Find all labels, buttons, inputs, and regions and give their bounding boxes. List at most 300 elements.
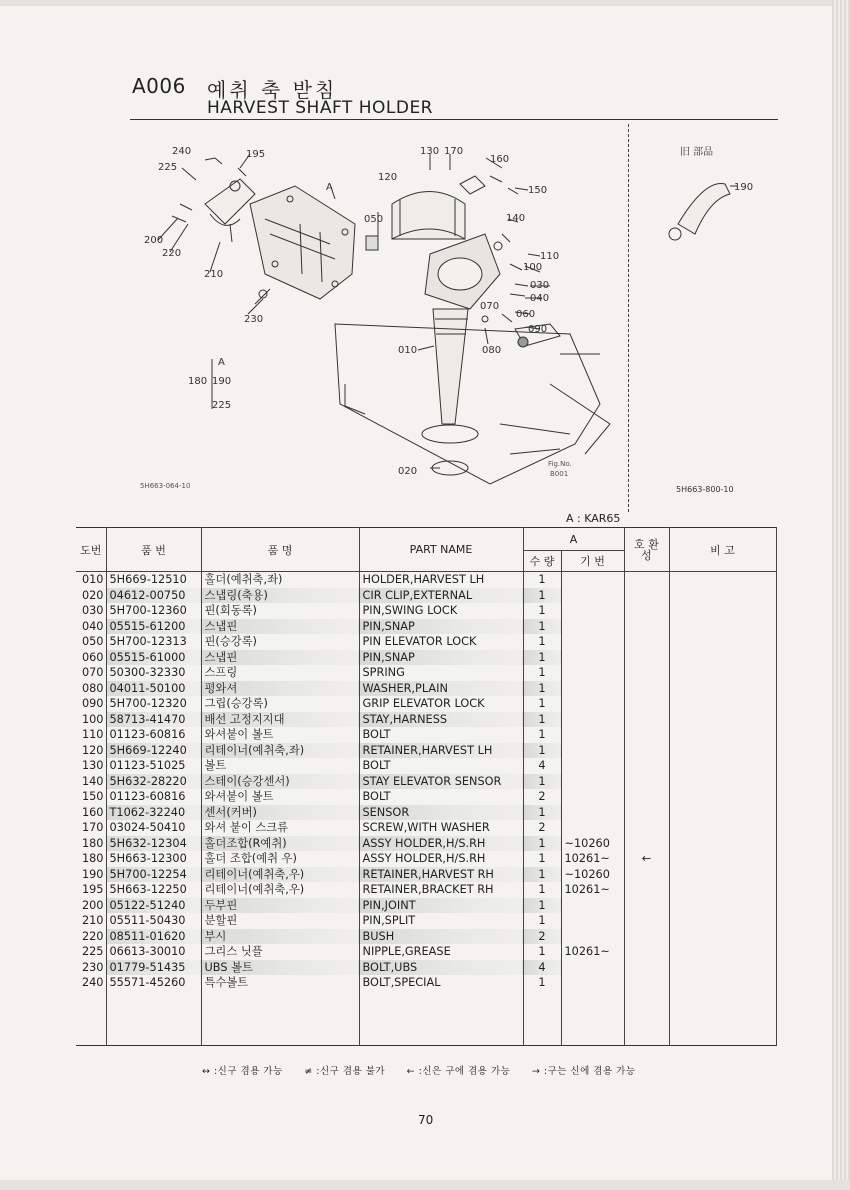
- table-row: [76, 929, 776, 945]
- quantity: 1: [523, 898, 561, 914]
- quantity: 1: [523, 774, 561, 790]
- callout-label: 100: [523, 262, 543, 273]
- empty-cell: [76, 991, 106, 1046]
- remarks: [669, 867, 776, 883]
- row-ref: 130: [76, 758, 106, 774]
- empty-cell: [523, 991, 561, 1046]
- part-name-english: RETAINER,HARVEST LH: [359, 743, 523, 759]
- remarks: [669, 851, 776, 867]
- quantity: 2: [523, 929, 561, 945]
- quantity: 1: [523, 603, 561, 619]
- part-number: 05515-61000: [106, 650, 201, 666]
- quantity: 1: [523, 727, 561, 743]
- part-name-korean: 리테이너(예취축,좌): [201, 743, 359, 759]
- serial-range: [561, 898, 624, 914]
- compatibility: [624, 913, 669, 929]
- compatibility: [624, 758, 669, 774]
- row-ref: 240: [76, 975, 106, 991]
- part-number: 5H632-28220: [106, 774, 201, 790]
- assembly-label: A: [326, 182, 333, 193]
- part-name-korean: 스냅링(축용): [201, 588, 359, 604]
- table-row: [76, 758, 776, 774]
- callout-label: 090: [528, 324, 548, 335]
- serial-range: [561, 696, 624, 712]
- part-name-english: BOLT,UBS: [359, 960, 523, 976]
- serial-range: [561, 789, 624, 805]
- part-number: 05122-51240: [106, 898, 201, 914]
- part-name-english: PIN,SPLIT: [359, 913, 523, 929]
- legend-new-for-old: ← :신은 구에 겸용 가능: [406, 1066, 511, 1077]
- old-parts-divider: [628, 124, 629, 512]
- serial-range: [561, 712, 624, 728]
- table-row: [76, 696, 776, 712]
- remarks: [669, 634, 776, 650]
- compatibility: [624, 975, 669, 991]
- table-filler-row: [76, 991, 776, 1046]
- row-ref: 040: [76, 619, 106, 635]
- callout-label: 180: [188, 376, 208, 387]
- row-ref: 050: [76, 634, 106, 650]
- row-ref: 020: [76, 588, 106, 604]
- table-row: [76, 603, 776, 619]
- table-row: [76, 634, 776, 650]
- remarks: [669, 789, 776, 805]
- callout-label: 210: [204, 269, 224, 280]
- compatibility: [624, 603, 669, 619]
- header-remarks: 비 고: [669, 528, 776, 572]
- table-row: [76, 743, 776, 759]
- callout-label: 195: [246, 149, 266, 160]
- table-row: [76, 820, 776, 836]
- remarks: [669, 820, 776, 836]
- part-name-korean: 스프링: [201, 665, 359, 681]
- callout-label: 230: [244, 314, 264, 325]
- remarks: [669, 975, 776, 991]
- compatibility: [624, 882, 669, 898]
- diagram-code-right: 5H663-800-10: [676, 485, 734, 494]
- quantity: 4: [523, 960, 561, 976]
- row-ref: 060: [76, 650, 106, 666]
- part-name-english: PIN,SWING LOCK: [359, 603, 523, 619]
- serial-range: [561, 727, 624, 743]
- compatibility: [624, 789, 669, 805]
- table-row: [76, 805, 776, 821]
- callout-label: 110: [540, 251, 560, 262]
- exploded-parts-diagram: [130, 124, 780, 512]
- callout-label: 200: [144, 235, 164, 246]
- part-name-korean: 와셔 붙이 스크류: [201, 820, 359, 836]
- part-name-english: PIN ELEVATOR LOCK: [359, 634, 523, 650]
- table-row: [76, 851, 776, 867]
- page-number: 70: [418, 1113, 434, 1127]
- quantity: 1: [523, 712, 561, 728]
- serial-range: ~10260: [561, 867, 624, 883]
- callout-label: 010: [398, 345, 418, 356]
- part-name-english: NIPPLE,GREASE: [359, 944, 523, 960]
- part-number: 01779-51435: [106, 960, 201, 976]
- empty-cell: [624, 991, 669, 1046]
- compatibility: [624, 681, 669, 697]
- compatibility: [624, 944, 669, 960]
- remarks: [669, 960, 776, 976]
- empty-cell: [201, 991, 359, 1046]
- callout-label: 240: [172, 146, 192, 157]
- part-name-korean: 홀더(예취축,좌): [201, 572, 359, 588]
- table-row: [76, 960, 776, 976]
- quantity: 1: [523, 913, 561, 929]
- part-name-korean: 평와셔: [201, 681, 359, 697]
- part-name-english: ASSY HOLDER,H/S.RH: [359, 836, 523, 852]
- serial-range: [561, 743, 624, 759]
- page-edge-right: [832, 0, 850, 1190]
- quantity: 1: [523, 650, 561, 666]
- part-name-english: BUSH: [359, 929, 523, 945]
- serial-range: 10261~: [561, 944, 624, 960]
- row-ref: 080: [76, 681, 106, 697]
- serial-range: [561, 960, 624, 976]
- header-rule: [130, 119, 778, 120]
- parts-table-body: [76, 572, 776, 1046]
- callout-label: 060: [516, 309, 536, 320]
- part-name-english: BOLT: [359, 727, 523, 743]
- compatibility: [624, 929, 669, 945]
- remarks: [669, 712, 776, 728]
- compatibility: [624, 588, 669, 604]
- callout-label: 220: [162, 248, 182, 259]
- quantity: 1: [523, 836, 561, 852]
- compatibility: [624, 727, 669, 743]
- part-name-english: RETAINER,BRACKET RH: [359, 882, 523, 898]
- remarks: [669, 758, 776, 774]
- part-name-english: SPRING: [359, 665, 523, 681]
- quantity: 1: [523, 665, 561, 681]
- part-number: 01123-60816: [106, 727, 201, 743]
- header-ref: 도번: [76, 528, 106, 572]
- serial-range: [561, 650, 624, 666]
- row-ref: 150: [76, 789, 106, 805]
- remarks: [669, 603, 776, 619]
- row-ref: 210: [76, 913, 106, 929]
- row-ref: 110: [76, 727, 106, 743]
- part-name-korean: 스냅핀: [201, 650, 359, 666]
- part-name-korean: 배선 고정지지대: [201, 712, 359, 728]
- header-model: A: [523, 528, 624, 551]
- fig-no: B001: [550, 470, 569, 478]
- compatibility: ←: [624, 851, 669, 867]
- part-number: 5H663-12250: [106, 882, 201, 898]
- part-name-korean: 리테이너(예취축,우): [201, 882, 359, 898]
- empty-cell: [561, 991, 624, 1046]
- table-row: [76, 712, 776, 728]
- table-row: [76, 913, 776, 929]
- serial-range: 10261~: [561, 882, 624, 898]
- row-ref: 225: [76, 944, 106, 960]
- part-number: 03024-50410: [106, 820, 201, 836]
- part-number: 05511-50430: [106, 913, 201, 929]
- remarks: [669, 805, 776, 821]
- table-row: [76, 665, 776, 681]
- compatibility: [624, 774, 669, 790]
- compatibility: [624, 867, 669, 883]
- serial-range: [561, 681, 624, 697]
- assembly-label: A: [218, 357, 225, 368]
- compatibility: [624, 712, 669, 728]
- callout-label: 225: [158, 162, 178, 173]
- compatibility: [624, 572, 669, 588]
- table-row: [76, 836, 776, 852]
- quantity: 1: [523, 882, 561, 898]
- part-name-korean: 분할핀: [201, 913, 359, 929]
- remarks: [669, 929, 776, 945]
- remarks: [669, 944, 776, 960]
- part-number: 58713-41470: [106, 712, 201, 728]
- callout-label: 040: [530, 293, 550, 304]
- part-name-english: ASSY HOLDER,H/S.RH: [359, 851, 523, 867]
- part-number: 5H700-12360: [106, 603, 201, 619]
- part-name-english: RETAINER,HARVEST RH: [359, 867, 523, 883]
- table-row: [76, 882, 776, 898]
- part-name-english: CIR CLIP,EXTERNAL: [359, 588, 523, 604]
- serial-range: [561, 634, 624, 650]
- quantity: 1: [523, 851, 561, 867]
- row-ref: 010: [76, 572, 106, 588]
- part-name-english: STAY ELEVATOR SENSOR: [359, 774, 523, 790]
- table-bottom-rule: [76, 1045, 776, 1046]
- compatibility: [624, 960, 669, 976]
- row-ref: 180: [76, 851, 106, 867]
- callout-label: 140: [506, 213, 526, 224]
- legend-both-way: ↔ :신구 겸용 가능: [202, 1066, 283, 1077]
- row-ref: 070: [76, 665, 106, 681]
- part-number: 5H632-12304: [106, 836, 201, 852]
- compatibility: [624, 665, 669, 681]
- section-title-english: HARVEST SHAFT HOLDER: [207, 98, 433, 118]
- callout-label: 050: [364, 214, 384, 225]
- page-edge-bottom: [0, 1180, 850, 1190]
- part-number: 04011-50100: [106, 681, 201, 697]
- part-name-korean: 홀더조합(R예취): [201, 836, 359, 852]
- quantity: 4: [523, 758, 561, 774]
- serial-range: [561, 975, 624, 991]
- callout-label: 130: [420, 146, 440, 157]
- remarks: [669, 882, 776, 898]
- remarks: [669, 696, 776, 712]
- part-name-english: SCREW,WITH WASHER: [359, 820, 523, 836]
- compatibility: [624, 743, 669, 759]
- table-row: [76, 588, 776, 604]
- part-number: 50300-32330: [106, 665, 201, 681]
- part-name-korean: 리테이너(예취축,우): [201, 867, 359, 883]
- callout-label: 030: [530, 280, 550, 291]
- table-row: [76, 650, 776, 666]
- legend-not-compatible: ≠ :신구 겸용 불가: [304, 1066, 386, 1077]
- serial-range: [561, 820, 624, 836]
- header-qty: 수 량: [523, 551, 561, 572]
- callout-label: 080: [482, 345, 502, 356]
- part-number: 5H700-12320: [106, 696, 201, 712]
- quantity: 1: [523, 975, 561, 991]
- part-number: 5H700-12254: [106, 867, 201, 883]
- diagram-svg: [130, 124, 780, 512]
- callout-label: 225: [212, 400, 232, 411]
- header-part-name: PART NAME: [359, 528, 523, 572]
- section-code: A006: [132, 74, 186, 98]
- quantity: 1: [523, 805, 561, 821]
- callout-label: 120: [378, 172, 398, 183]
- part-name-english: PIN,SNAP: [359, 650, 523, 666]
- remarks: [669, 836, 776, 852]
- callout-label: 170: [444, 146, 464, 157]
- part-name-english: SENSOR: [359, 805, 523, 821]
- part-name-english: STAY,HARNESS: [359, 712, 523, 728]
- compatibility: [624, 634, 669, 650]
- part-name-korean: 그립(승강록): [201, 696, 359, 712]
- header-part-no: 품 번: [106, 528, 201, 572]
- serial-range: [561, 588, 624, 604]
- row-ref: 030: [76, 603, 106, 619]
- callout-label: 190: [212, 376, 232, 387]
- row-ref: 195: [76, 882, 106, 898]
- quantity: 1: [523, 696, 561, 712]
- page-edge-top: [0, 0, 850, 6]
- remarks: [669, 681, 776, 697]
- part-name-english: BOLT: [359, 758, 523, 774]
- table-row: [76, 944, 776, 960]
- header-serial: 기 번: [561, 551, 624, 572]
- parts-table: [76, 527, 777, 1046]
- part-name-korean: 센서(커버): [201, 805, 359, 821]
- quantity: 1: [523, 944, 561, 960]
- part-name-korean: 와셔붙이 볼트: [201, 789, 359, 805]
- part-number: 5H663-12300: [106, 851, 201, 867]
- quantity: 2: [523, 820, 561, 836]
- serial-range: [561, 619, 624, 635]
- old-parts-label: 旧 部品: [680, 147, 714, 158]
- part-name-korean: 특수볼트: [201, 975, 359, 991]
- remarks: [669, 743, 776, 759]
- quantity: 1: [523, 634, 561, 650]
- row-ref: 220: [76, 929, 106, 945]
- remarks: [669, 588, 776, 604]
- row-ref: 140: [76, 774, 106, 790]
- serial-range: [561, 929, 624, 945]
- quantity: 1: [523, 619, 561, 635]
- table-row: [76, 867, 776, 883]
- part-number: 05515-61200: [106, 619, 201, 635]
- remarks: [669, 572, 776, 588]
- quantity: 1: [523, 588, 561, 604]
- part-name-korean: 부시: [201, 929, 359, 945]
- compatibility: [624, 898, 669, 914]
- table-row: [76, 898, 776, 914]
- compatibility: [624, 696, 669, 712]
- compatibility-legend: [202, 1063, 654, 1077]
- header-compat: 호 환 성: [624, 528, 669, 572]
- remarks: [669, 727, 776, 743]
- part-name-korean: 와셔붙이 볼트: [201, 727, 359, 743]
- diagram-code-left: 5H663-064-10: [140, 482, 191, 490]
- compatibility: [624, 836, 669, 852]
- part-name-korean: 볼트: [201, 758, 359, 774]
- compatibility: [624, 650, 669, 666]
- callout-label: 020: [398, 466, 418, 477]
- model-note: A : KAR65: [566, 512, 621, 525]
- table-row: [76, 681, 776, 697]
- row-ref: 200: [76, 898, 106, 914]
- part-name-english: PIN,JOINT: [359, 898, 523, 914]
- part-number: 06613-30010: [106, 944, 201, 960]
- empty-cell: [359, 991, 523, 1046]
- part-name-korean: UBS 볼트: [201, 960, 359, 976]
- empty-cell: [106, 991, 201, 1046]
- section-title-korean: 예취 축 받침: [207, 78, 338, 102]
- table-row: [76, 619, 776, 635]
- serial-range: [561, 805, 624, 821]
- part-name-korean: 스테이(승강센서): [201, 774, 359, 790]
- empty-cell: [669, 991, 776, 1046]
- part-number: 5H669-12240: [106, 743, 201, 759]
- serial-range: 10261~: [561, 851, 624, 867]
- quantity: 1: [523, 572, 561, 588]
- part-number: 08511-01620: [106, 929, 201, 945]
- part-name-korean: 그리스 닛플: [201, 944, 359, 960]
- row-ref: 120: [76, 743, 106, 759]
- row-ref: 170: [76, 820, 106, 836]
- part-number: 01123-60816: [106, 789, 201, 805]
- part-number: 5H669-12510: [106, 572, 201, 588]
- part-name-korean: 홀더 조합(예취 우): [201, 851, 359, 867]
- remarks: [669, 774, 776, 790]
- fig-no-label: Fig.No.: [548, 460, 572, 468]
- compatibility: [624, 805, 669, 821]
- compatibility: [624, 619, 669, 635]
- serial-range: [561, 603, 624, 619]
- row-ref: 190: [76, 867, 106, 883]
- serial-range: [561, 572, 624, 588]
- part-name-korean: 핀(승강록): [201, 634, 359, 650]
- row-ref: 100: [76, 712, 106, 728]
- table-row: [76, 727, 776, 743]
- part-number: 01123-51025: [106, 758, 201, 774]
- quantity: 1: [523, 867, 561, 883]
- compatibility: [624, 820, 669, 836]
- row-ref: 230: [76, 960, 106, 976]
- table-row: [76, 975, 776, 991]
- part-name-english: HOLDER,HARVEST LH: [359, 572, 523, 588]
- part-name-korean: 핀(회동록): [201, 603, 359, 619]
- serial-range: ~10260: [561, 836, 624, 852]
- part-number: 55571-45260: [106, 975, 201, 991]
- quantity: 1: [523, 743, 561, 759]
- part-name-english: WASHER,PLAIN: [359, 681, 523, 697]
- serial-range: [561, 758, 624, 774]
- part-name-korean: 스냅핀: [201, 619, 359, 635]
- table-row: [76, 774, 776, 790]
- table-row: [76, 572, 776, 588]
- remarks: [669, 665, 776, 681]
- remarks: [669, 913, 776, 929]
- serial-range: [561, 913, 624, 929]
- part-name-english: PIN,SNAP: [359, 619, 523, 635]
- remarks: [669, 650, 776, 666]
- remarks: [669, 619, 776, 635]
- part-name-korean: 두부핀: [201, 898, 359, 914]
- part-number: 04612-00750: [106, 588, 201, 604]
- remarks: [669, 898, 776, 914]
- part-name-english: BOLT: [359, 789, 523, 805]
- quantity: 2: [523, 789, 561, 805]
- serial-range: [561, 774, 624, 790]
